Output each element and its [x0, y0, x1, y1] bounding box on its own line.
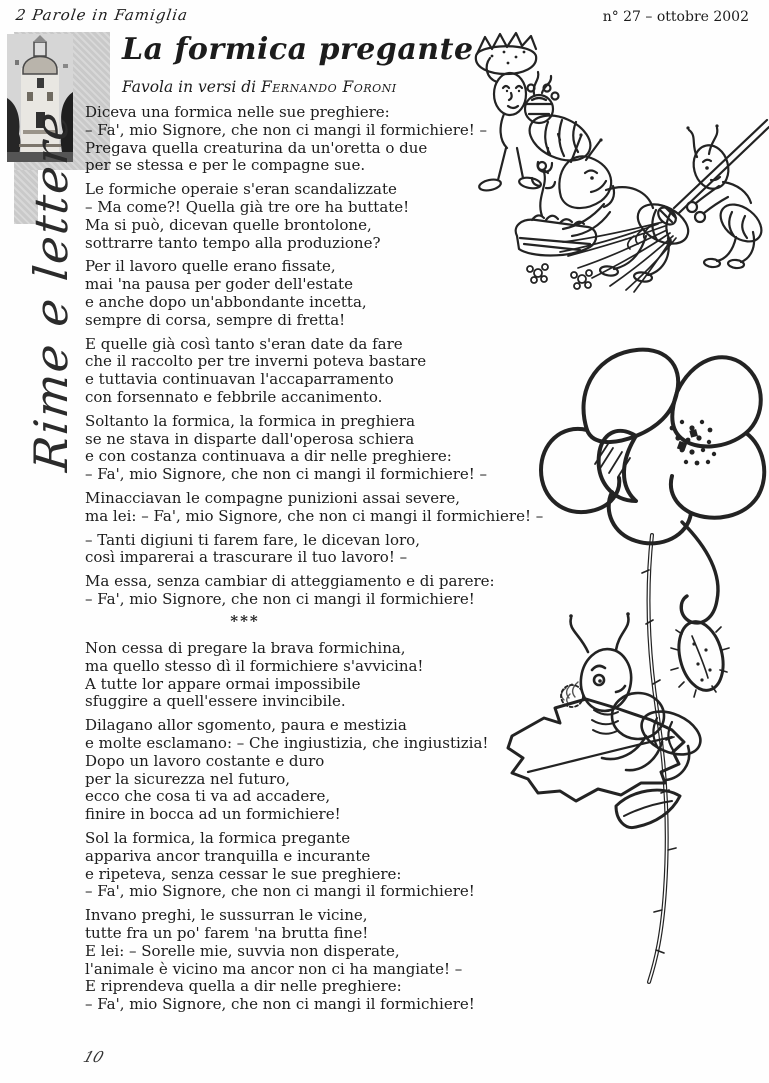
illustration-column [420, 30, 769, 1040]
article-title: La formica pregante [122, 32, 474, 67]
poem-line: Dilagano allor sgomento, paura e mestizia [85, 716, 407, 735]
poem-line: Sol la formica, la formica pregante [85, 828, 351, 847]
poem-line: con forsennato e febbrile accanimento. [85, 387, 383, 406]
poem-line: – Tanti digiuni ti farem fare, le dicevan loro, [85, 530, 420, 549]
praying-ant-illustration [508, 612, 707, 827]
poem-line: – Fa', mio Signore, che non ci mangi il formichiere! – [85, 120, 488, 139]
poem-line: sottrarre tanto tempo alla produzione? [85, 233, 381, 252]
poem-line: per se stessa e per le compagne sue. [85, 156, 366, 175]
poem-line: e ripeteva, senza cessar le sue preghiere: [85, 864, 402, 883]
poem-line: E riprendeva quella a dir nelle preghiere: [85, 977, 402, 996]
poem-line: – Fa', mio Signore, che non ci mangi il formichiere! [85, 589, 475, 608]
poem-line: Soltanto la formica, la formica in preghiera [85, 411, 416, 430]
poem-line: Dopo un lavoro costante e duro [85, 751, 325, 770]
poem-line: Le formiche operaie s'eran scandalizzate [85, 180, 397, 199]
poem-separator: *** [230, 612, 260, 630]
poem-line: e tuttavia continuavan l'accaparramento [85, 370, 394, 389]
article-subtitle [122, 78, 397, 96]
issue-date: n° 27 – ottobre 2002 [602, 9, 749, 25]
poem-line: per la sicurezza nel futuro, [85, 769, 291, 788]
poem-line: l'animale è vicino ma ancor non ci ha mangiate! – [85, 959, 463, 978]
section-rubric-vertical: Rime e lettere [24, 108, 78, 474]
poem-line: se ne stava in disparte dall'operosa schiera [85, 429, 415, 448]
subtitle-prefix: Favola in versi di [122, 78, 262, 96]
poem-line: ma lei: – Fa', mio Signore, che non ci mangi il formichiere! – [85, 506, 544, 525]
poem-line: – Fa', mio Signore, che non ci mangi il formichiere! [85, 995, 475, 1014]
ant-carrying-provisions-illustration [476, 33, 598, 192]
poem-line: sempre di corsa, sempre di fretta! [85, 310, 346, 329]
poem-line: sfuggire a quell'essere invincibile. [85, 692, 346, 711]
poem-line: – Ma come?! Quella già tre ore ha buttate! [85, 197, 410, 216]
poem-line: e anche dopo un'abbondante incetta, [85, 292, 367, 311]
poppy-flower-illustration [541, 350, 764, 982]
poem-line: – Fa', mio Signore, che non ci mangi il formichiere! – [85, 465, 488, 484]
poem-line: così imparerai a trascurare il tuo lavoro! – [85, 548, 408, 567]
publication-name: 2 Parole in Famiglia [14, 6, 190, 24]
poem-line: appariva ancor tranquilla e incurante [85, 846, 371, 865]
poem-line: Diceva una formica nelle sue preghiere: [85, 103, 390, 121]
poem-line: E lei: – Sorelle mie, suvvia non disperate, [85, 941, 400, 960]
poem-line: ecco che cosa ti va ad accadere, [85, 787, 331, 806]
poem-line: Per il lavoro quelle erano fissate, [85, 257, 336, 276]
poem-line: E quelle già così tanto s'eran date da fare [85, 334, 403, 353]
poem-line: e molte esclamano: – Che ingiustizia, che ingiustizia! [85, 733, 489, 752]
poem-line: A tutte lor appare ormai impossibile [85, 674, 361, 693]
poem-line: Pregava quella creaturina da un'oretta o due [85, 138, 428, 157]
poem-line: ma quello stesso dì il formichiere s'avvicina! [85, 656, 424, 675]
poem-line: – Fa', mio Signore, che non ci mangi il formichiere! [85, 882, 475, 901]
poem-line: Minacciavan le compagne punizioni assai severe, [85, 488, 460, 507]
poem-line: finire in bocca ad un formichiere! [85, 805, 341, 824]
poem-line: tutte fra un po' farem 'na brutta fine! [85, 923, 369, 942]
poem-line: mai 'na pausa per goder dell'estate [85, 275, 353, 294]
poem-line: e con costanza continuava a dir nelle preghiere: [85, 447, 452, 466]
author-name: Fernando Foroni [261, 78, 397, 96]
poem-line: che il raccolto per tre inverni poteva bastare [85, 352, 427, 371]
poem-line: Non cessa di pregare la brava formichina, [85, 639, 406, 657]
poem-line: Ma essa, senza cambiar di atteggiamento e di parere: [85, 572, 495, 591]
poem-line: Invano preghi, le sussurran le vicine, [85, 906, 368, 925]
page-number: 10 [81, 1048, 107, 1066]
poem-line: Ma si può, dicevan quelle brontolone, [85, 215, 372, 234]
